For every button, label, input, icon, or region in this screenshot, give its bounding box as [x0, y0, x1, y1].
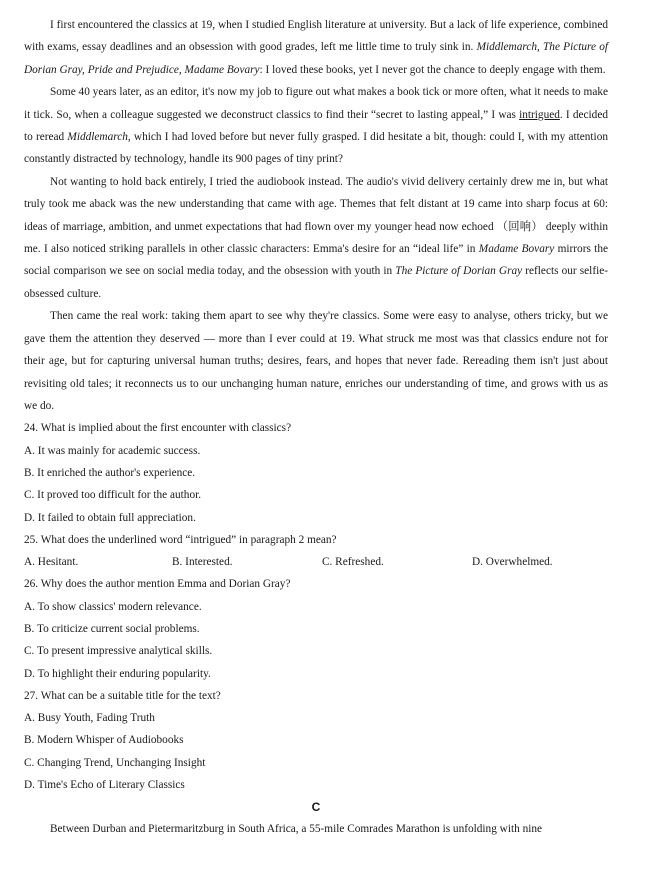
book-title: The Picture of Dorian Gray	[395, 265, 523, 278]
question-25	[24, 529, 608, 574]
paragraph-text: I first encountered the classics at 19, when I studied English literature at university. But a lack of life experience, combined with exams, essay deadlines and an obsession with good grades, left me little time to truly sink in.	[24, 19, 608, 54]
paragraph-text: , which I had loved before but never fully grasped. I did hesitate a bit, though: could I, with my attention constantly distracted by technology, handle its 900 pages of tiny print?	[24, 131, 608, 166]
question-27	[24, 685, 608, 796]
section-c-first-line: Between Durban and Pietermaritzburg in South Africa, a 55-mile Comrades Marathon is unfolding with nine	[50, 823, 543, 836]
option-d: D. It failed to obtain full appreciation.	[24, 511, 196, 524]
paragraph-text: mirrors the social comparison we see on social media today, and the obsession with youth in	[24, 243, 608, 278]
paragraph-1	[24, 14, 608, 81]
options-row	[24, 551, 608, 573]
paragraph-text: . I decided to reread	[24, 108, 608, 144]
question-24	[24, 417, 608, 528]
option-b: B. Modern Whisper of Audiobooks	[24, 734, 184, 747]
option-c: C. Changing Trend, Unchanging Insight	[24, 756, 206, 769]
option-b: B. It enriched the author's experience.	[24, 466, 196, 479]
question-stem: 25. What does the underlined word “intrigued” in paragraph 2 mean?	[24, 533, 337, 546]
option-d: D. To highlight their enduring popularity.	[24, 667, 211, 680]
paragraph-text: Not wanting to hold back entirely, I tried the audiobook instead. The audio's vivid delivery certainly drew me in, but what truly took me aback was the new understanding that came with age. Themes that felt distant at 19 came into sharp focus at 60: ideas of marriage, ambition, and unmet expectations that had flown over my younger head now echoed （回响） deeply within me. I also noticed striking parallels in other classic characters: Emma's desire for an “ideal life” in	[24, 175, 608, 256]
section-heading: C	[311, 800, 321, 815]
book-titles: Middlemarch, The Picture of Dorian Gray, Pride and Prejudice, Madame Bovary	[24, 41, 608, 76]
underlined-word: intrigued	[519, 108, 560, 121]
question-stem: 24. What is implied about the first encounter with classics?	[24, 422, 292, 435]
option-a: A. Hesitant.	[24, 556, 79, 569]
option-c: C. Refreshed.	[322, 556, 384, 569]
paragraph-4: Then came the real work: taking them apart to see why they're classics. Some were easy to analyse, others tricky, but we gave them the attention they deserved — more than I ever could at 19. What struck me most was that classics endure not for their age, but for capturing universal human truths; desires, fears, and hopes that never fade. Rereading them isn't just about revisiting old tales; it reconnects us to our unchanging human nature, enriches our understanding of time, and grows with us as we do.	[24, 310, 608, 412]
document-page	[24, 14, 608, 841]
option-d: D. Overwhelmed.	[472, 556, 553, 569]
paragraph-text: reflects our selfie-obsessed culture.	[24, 265, 608, 300]
book-title: Madame Bovary	[478, 243, 555, 256]
question-stem: 27. What can be a suitable title for the text?	[24, 689, 221, 702]
option-a: A. To show classics' modern relevance.	[24, 600, 202, 613]
option-b: B. Interested.	[172, 556, 233, 569]
option-a: A. It was mainly for academic success.	[24, 444, 201, 457]
option-d: D. Time's Echo of Literary Classics	[24, 779, 185, 792]
option-a: A. Busy Youth, Fading Truth	[24, 712, 155, 725]
paragraph-text: : I loved these books, yet I never got the chance to deeply engage with them.	[259, 63, 606, 76]
book-title: Middlemarch	[67, 131, 128, 144]
question-stem: 26. Why does the author mention Emma and Dorian Gray?	[24, 578, 291, 591]
question-26	[24, 573, 608, 684]
paragraph-text: Some 40 years later, as an editor, it's now my job to figure out what makes a book tick or more often, what it needs to make it tick. So, when a colleague suggested we deconstruct classics to find their “secret to lasting appeal,” I was	[24, 86, 608, 121]
paragraph-2	[24, 81, 608, 171]
paragraph-3	[24, 171, 608, 305]
option-c: C. To present impressive analytical skills.	[24, 645, 213, 658]
option-b: B. To criticize current social problems.	[24, 622, 200, 635]
option-c: C. It proved too difficult for the author.	[24, 489, 202, 502]
